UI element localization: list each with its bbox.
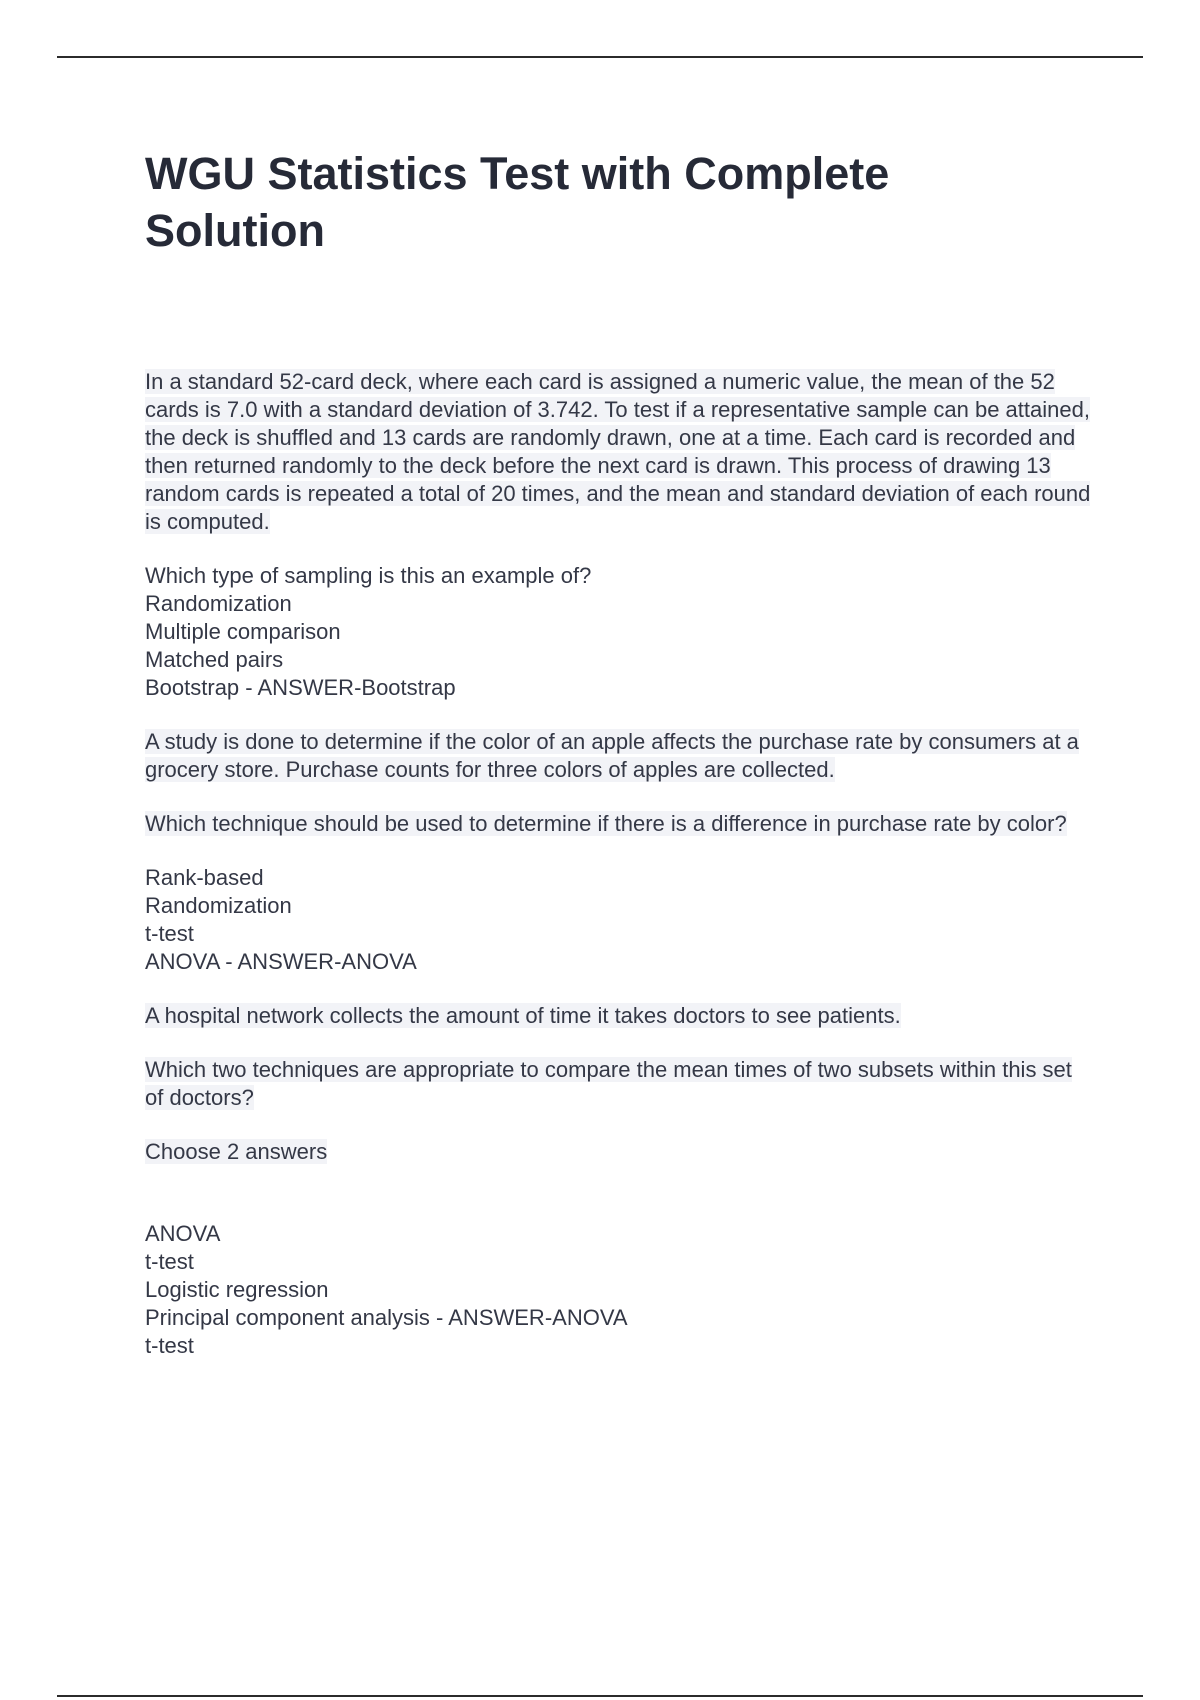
question-2-option-answer: ANOVA - ANSWER-ANOVA [145, 949, 417, 974]
question-1-block [145, 562, 1095, 702]
question-2-prompt: Which technique should be used to determine if there is a difference in purchase rate by color? [145, 811, 1067, 836]
question-3-option: Logistic regression [145, 1277, 329, 1302]
question-3-stem: A hospital network collects the amount of time it takes doctors to see patients. [145, 1003, 901, 1028]
question-3-option-answer: Principal component analysis - ANSWER-ANOVA [145, 1305, 628, 1330]
question-2-option: Randomization [145, 893, 292, 918]
question-3-options [145, 1220, 1095, 1360]
question-2-stem: A study is done to determine if the color of an apple affects the purchase rate by consumers at a grocery store. Purchase counts for three colors of apples are collected. [145, 729, 1079, 782]
question-1-option: Matched pairs [145, 647, 284, 672]
question-1-option-answer: Bootstrap - ANSWER-Bootstrap [145, 675, 456, 700]
question-3-option: ANOVA [145, 1221, 221, 1246]
bottom-rule [57, 1695, 1143, 1697]
question-3-option: t-test [145, 1249, 194, 1274]
question-3-option: t-test [145, 1333, 194, 1358]
question-2-options [145, 864, 1095, 976]
question-1-prompt: Which type of sampling is this an example of? [145, 563, 592, 588]
question-1-option: Multiple comparison [145, 619, 341, 644]
question-3-prompt: Which two techniques are appropriate to compare the mean times of two subsets within this set of doctors? [145, 1057, 1072, 1110]
question-1-option: Randomization [145, 591, 292, 616]
document-body [145, 368, 1095, 1360]
document-title: WGU Statistics Test with Complete Solution [145, 148, 890, 256]
question-2-option: t-test [145, 921, 194, 946]
top-rule [57, 56, 1143, 58]
question-3-instruction: Choose 2 answers [145, 1139, 328, 1164]
question-2-option: Rank-based [145, 865, 264, 890]
question-1-stem: In a standard 52-card deck, where each card is assigned a numeric value, the mean of the 52 cards is 7.0 with a standard deviation of 3.742. To test if a representative sample can be attained, the deck is shuffled and 13 cards are randomly drawn, one at a time. Each card is recorded and then returned randomly to the deck before the next card is drawn. This process of drawing 13 random cards is repeated a total of 20 times, and the mean and standard deviation of each round is computed. [145, 369, 1091, 534]
